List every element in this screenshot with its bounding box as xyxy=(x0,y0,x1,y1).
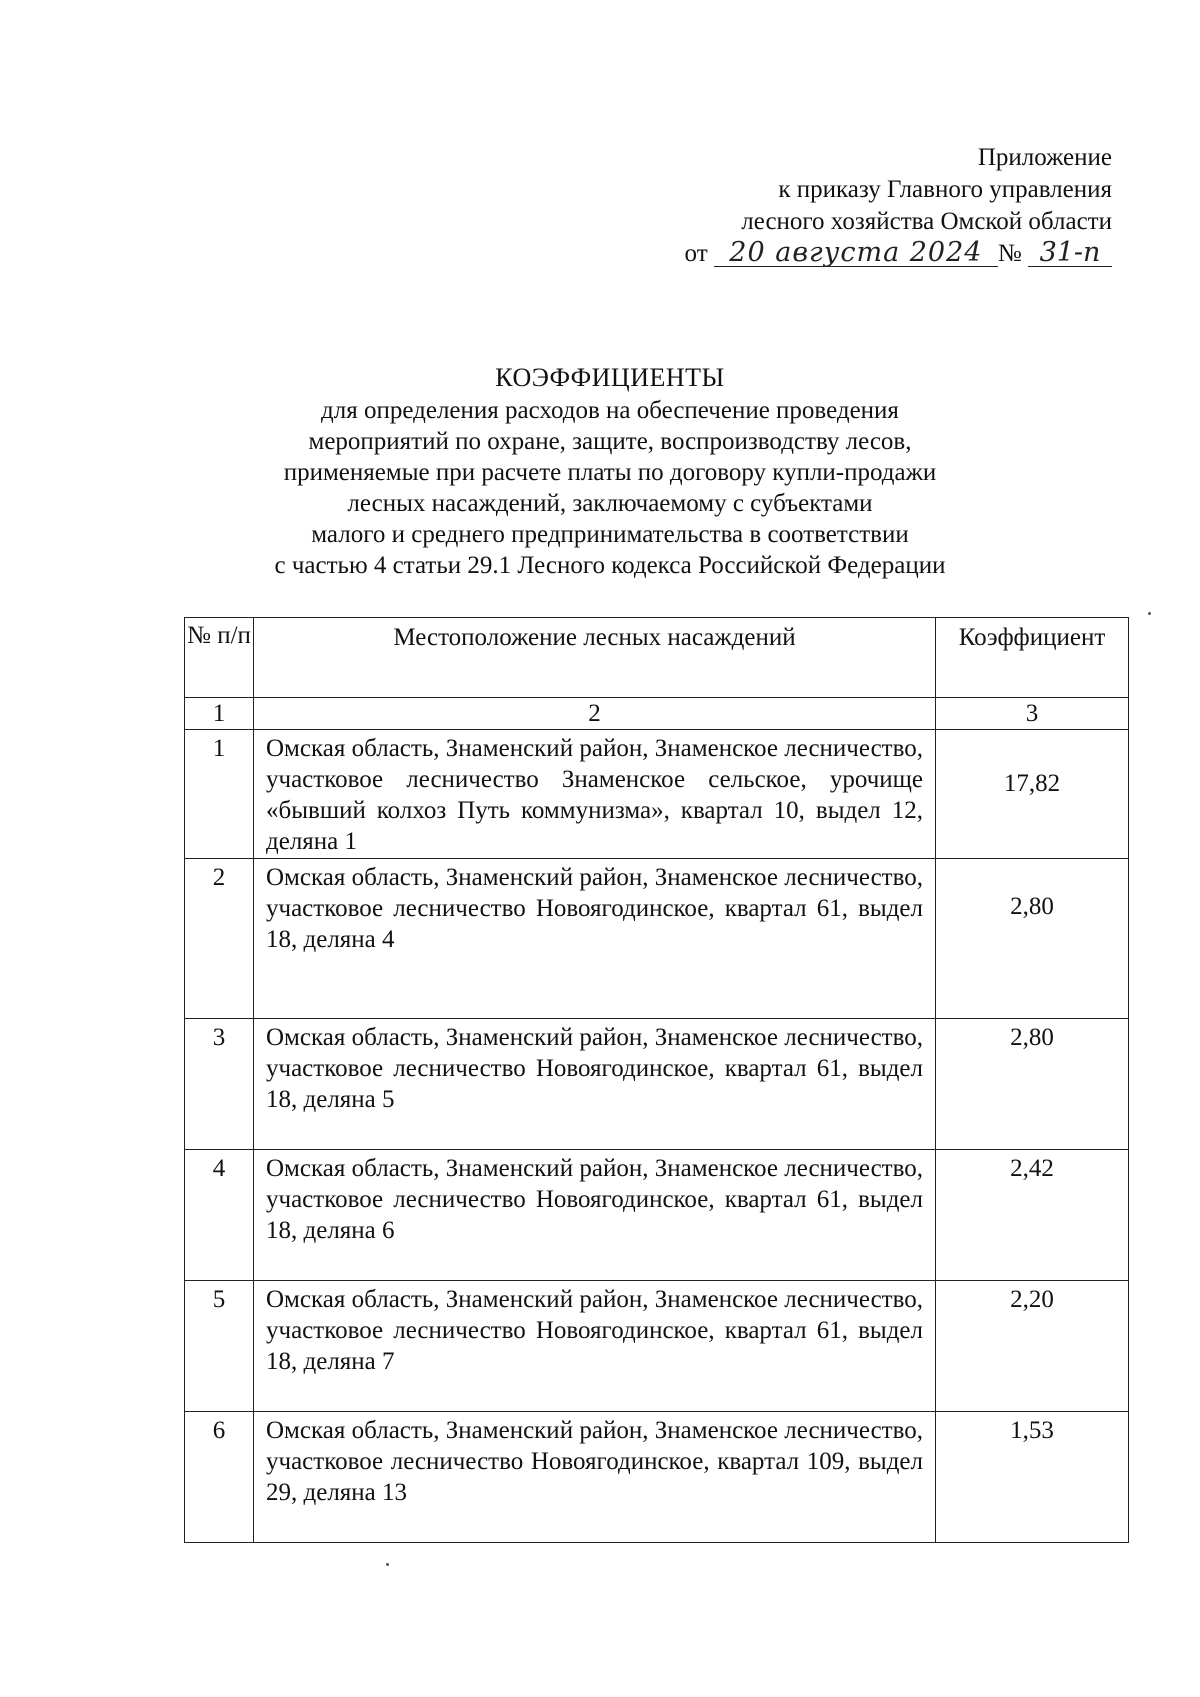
column-index: 2 xyxy=(254,698,936,730)
annex-date-line xyxy=(685,238,1112,270)
table-row xyxy=(185,1412,1129,1543)
column-index-row xyxy=(185,698,1129,730)
row-location: Омская область, Знаменский район, Знаменское лесничество, участковое лесничество Знаменское сельское, урочище «бывший колхоз Путь коммунизма», квартал 10, выдел 12, деляна 1 xyxy=(254,730,936,859)
row-number: 3 xyxy=(185,1019,254,1150)
column-index: 3 xyxy=(936,698,1129,730)
annex-header xyxy=(685,142,1112,270)
row-coefficient: 2,42 xyxy=(936,1150,1129,1281)
handwritten-order-number: 31-п xyxy=(1028,240,1112,267)
title-line: мероприятий по охране, защите, воспроизводству лесов, xyxy=(308,428,912,455)
row-coefficient: 2,80 xyxy=(936,1019,1129,1150)
header-location: Местоположение лесных насаждений xyxy=(254,618,936,698)
title-heading: КОЭФФИЦИЕНТЫ xyxy=(495,363,725,392)
row-location: Омская область, Знаменский район, Знаменское лесничество, участковое лесничество Новоягодинское, квартал 61, выдел 18, деляна 6 xyxy=(254,1150,936,1281)
table-header-row xyxy=(185,618,1129,698)
row-coefficient xyxy=(936,859,1129,1019)
row-coefficient-value: 2,80 xyxy=(1010,893,1054,920)
row-number: 2 xyxy=(185,859,254,1019)
row-coefficient: 2,20 xyxy=(936,1281,1129,1412)
document-title xyxy=(230,362,990,581)
table-row xyxy=(185,1281,1129,1412)
table-row xyxy=(185,1150,1129,1281)
header-number: № п/п xyxy=(185,618,254,698)
row-number: 6 xyxy=(185,1412,254,1543)
row-coefficient xyxy=(936,730,1129,859)
title-line: малого и среднего предпринимательства в соответствии xyxy=(311,521,909,548)
scan-speck xyxy=(1148,612,1151,615)
column-index: 1 xyxy=(185,698,254,730)
annex-title: Приложение xyxy=(977,144,1112,171)
number-sign: № xyxy=(997,240,1022,267)
title-line: применяемые при расчете платы по договору купли-продажи xyxy=(283,459,937,486)
table-row xyxy=(185,1019,1129,1150)
row-location: Омская область, Знаменский район, Знаменское лесничество, участковое лесничество Новоягодинское, квартал 61, выдел 18, деляна 7 xyxy=(254,1281,936,1412)
header-coefficient: Коэффициент xyxy=(936,618,1129,698)
row-number: 1 xyxy=(185,730,254,859)
title-line: с частью 4 статьи 29.1 Лесного кодекса Российской Федерации xyxy=(274,552,946,579)
coefficients-table xyxy=(184,617,1129,1543)
row-number: 4 xyxy=(185,1150,254,1281)
annex-authority: лесного хозяйства Омской области xyxy=(741,208,1112,235)
row-coefficient: 1,53 xyxy=(936,1412,1129,1543)
title-line: для определения расходов на обеспечение проведения xyxy=(321,397,899,424)
handwritten-date: 20 августа 2024 xyxy=(714,240,998,267)
row-location: Омская область, Знаменский район, Знаменское лесничество, участковое лесничество Новоягодинское, квартал 109, выдел 29, деляна 13 xyxy=(254,1412,936,1543)
row-location: Омская область, Знаменский район, Знаменское лесничество, участковое лесничество Новоягодинское, квартал 61, выдел 18, деляна 4 xyxy=(254,859,936,1019)
annex-order-ref: к приказу Главного управления xyxy=(778,176,1112,203)
row-location: Омская область, Знаменский район, Знаменское лесничество, участковое лесничество Новоягодинское, квартал 61, выдел 18, деляна 5 xyxy=(254,1019,936,1150)
date-prefix: от xyxy=(684,240,708,267)
table-row xyxy=(185,859,1129,1019)
row-coefficient-value: 17,82 xyxy=(1003,770,1061,797)
title-line: лесных насаждений, заключаемому с субъектами xyxy=(347,490,873,517)
table-row xyxy=(185,730,1129,859)
scan-speck xyxy=(386,1563,389,1566)
row-number: 5 xyxy=(185,1281,254,1412)
